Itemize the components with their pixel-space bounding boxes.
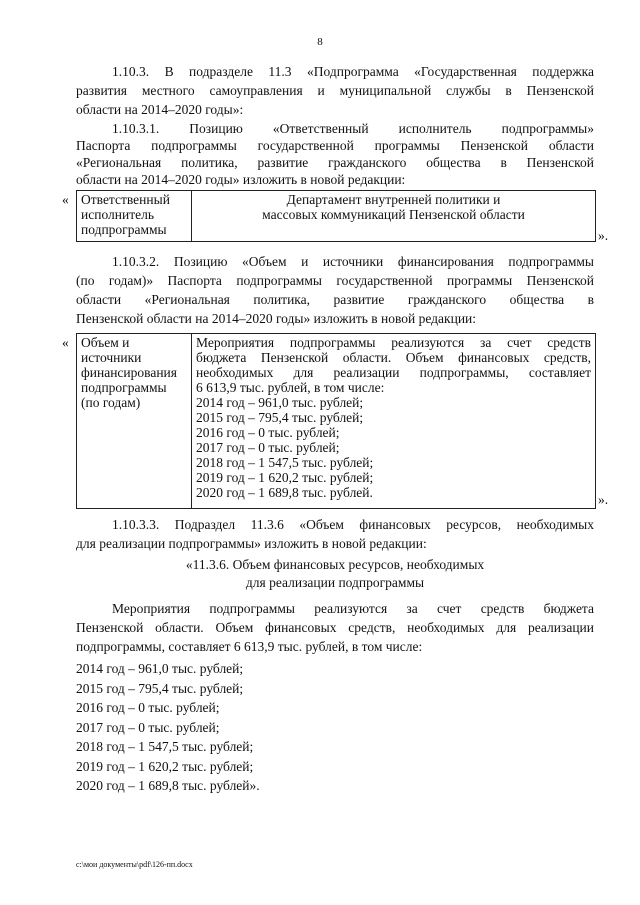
year-2020: 2020 год – 1 689,8 тыс. рублей». <box>76 778 260 793</box>
p1-line-2: развития местного самоуправления и муниципальной службы в Пензенской <box>76 83 594 98</box>
table1-left-cell <box>77 191 192 242</box>
table2-right-line-2: бюджета Пензенской области. Объем финансовых средств, <box>196 350 591 365</box>
table2-right-line-3: необходимых для реализации подпрограммы, составляет <box>196 365 591 380</box>
table2-right-cell <box>192 334 596 509</box>
table2-year-2019: 2019 год – 1 620,2 тыс. рублей; <box>196 470 374 485</box>
p5-line-3: подпрограммы, составляет 6 613,9 тыс. рублей, в том числе: <box>76 639 423 654</box>
table1-right-line-2: массовых коммуникаций Пензенской области <box>262 207 525 222</box>
table1-open-quote: « <box>62 192 69 207</box>
table1-close-quote: ». <box>598 228 609 243</box>
p5-line-2: Пензенской области. Объем финансовых средств, необходимых для реализации <box>76 620 594 635</box>
subsection-heading <box>76 556 594 592</box>
table2-left-cell <box>77 334 192 509</box>
table2-year-2016: 2016 год – 0 тыс. рублей; <box>196 425 340 440</box>
table2-year-2015: 2015 год – 795,4 тыс. рублей; <box>196 410 364 425</box>
table2-left-line-3: финансирования <box>81 365 177 380</box>
year-2014: 2014 год – 961,0 тыс. рублей; <box>76 661 244 676</box>
table2-right-line-4: 6 613,9 тыс. рублей, в том числе: <box>196 380 385 395</box>
heading-line-1: «11.3.6. Объем финансовых ресурсов, необходимых <box>185 557 485 572</box>
year-2016: 2016 год – 0 тыс. рублей; <box>76 700 220 715</box>
table2-left-line-2: источники <box>81 350 142 365</box>
table2-open-quote: « <box>62 335 69 350</box>
table1-left-line-3: подпрограммы <box>81 222 167 237</box>
table1-right-line-1: Департамент внутренней политики и <box>286 192 501 207</box>
table2-left-line-4: подпрограммы <box>81 380 167 395</box>
p2-line-3: «Региональная политика, развитие гражданского общества в Пензенской <box>76 155 594 170</box>
years-list <box>76 659 260 796</box>
table1-left-line-2: исполнитель <box>81 207 154 222</box>
table-financing <box>76 333 596 509</box>
year-2018: 2018 год – 1 547,5 тыс. рублей; <box>76 739 254 754</box>
table2-left-line-1: Объем и <box>81 335 130 350</box>
table2-year-2017: 2017 год – 0 тыс. рублей; <box>196 440 340 455</box>
table2-year-2018: 2018 год – 1 547,5 тыс. рублей; <box>196 455 374 470</box>
p2-line-4: области на 2014–2020 годы» изложить в новой редакции: <box>76 172 406 187</box>
table2-year-2020: 2020 год – 1 689,8 тыс. рублей. <box>196 485 373 500</box>
table1-right-cell <box>192 191 596 242</box>
p3-line-4: Пензенской области на 2014–2020 годы» изложить в новой редакции: <box>76 311 477 326</box>
heading-line-2: для реализации подпрограммы <box>245 575 425 590</box>
table2-right-line-1: Мероприятия подпрограммы реализуются за счет средств <box>196 335 591 350</box>
page-number: 8 <box>317 36 323 48</box>
p4-line-1: 1.10.3.3. Подраздел 11.3.6 «Объем финансовых ресурсов, необходимых <box>112 517 594 532</box>
p3-line-3: области «Региональная политика, развитие гражданского общества в <box>76 292 594 307</box>
p5-line-1: Мероприятия подпрограммы реализуются за счет средств бюджета <box>112 601 594 616</box>
year-2019: 2019 год – 1 620,2 тыс. рублей; <box>76 758 254 774</box>
p4-line-2: для реализации подпрограммы» изложить в новой редакции: <box>76 536 427 551</box>
p1-line-1: 1.10.3. В подразделе 11.3 «Подпрограмма «Государственная поддержка <box>112 64 594 79</box>
p1-line-3: области на 2014–2020 годы»: <box>76 102 244 117</box>
table2-year-2014: 2014 год – 961,0 тыс. рублей; <box>196 395 364 410</box>
p3-line-1: 1.10.3.2. Позицию «Объем и источники финансирования подпрограммы <box>112 254 594 269</box>
year-2017: 2017 год – 0 тыс. рублей; <box>76 719 220 735</box>
table2-close-quote: ». <box>598 492 609 507</box>
p3-line-2: (по годам)» Паспорта подпрограммы государственной программы Пензенской <box>76 273 594 288</box>
p2-line-2: Паспорта подпрограммы государственной программы Пензенской области <box>76 138 594 153</box>
table-responsible-executor <box>76 190 596 242</box>
p2-line-1: 1.10.3.1. Позицию «Ответственный исполнитель подпрограммы» <box>112 121 594 136</box>
year-2015: 2015 год – 795,4 тыс. рублей; <box>76 680 244 696</box>
table1-left-line-1: Ответственный <box>81 192 170 207</box>
table2-left-line-5: (по годам) <box>81 395 141 410</box>
file-path-footer: c:\мои документы\pdf\126-пп.docx <box>76 860 193 869</box>
